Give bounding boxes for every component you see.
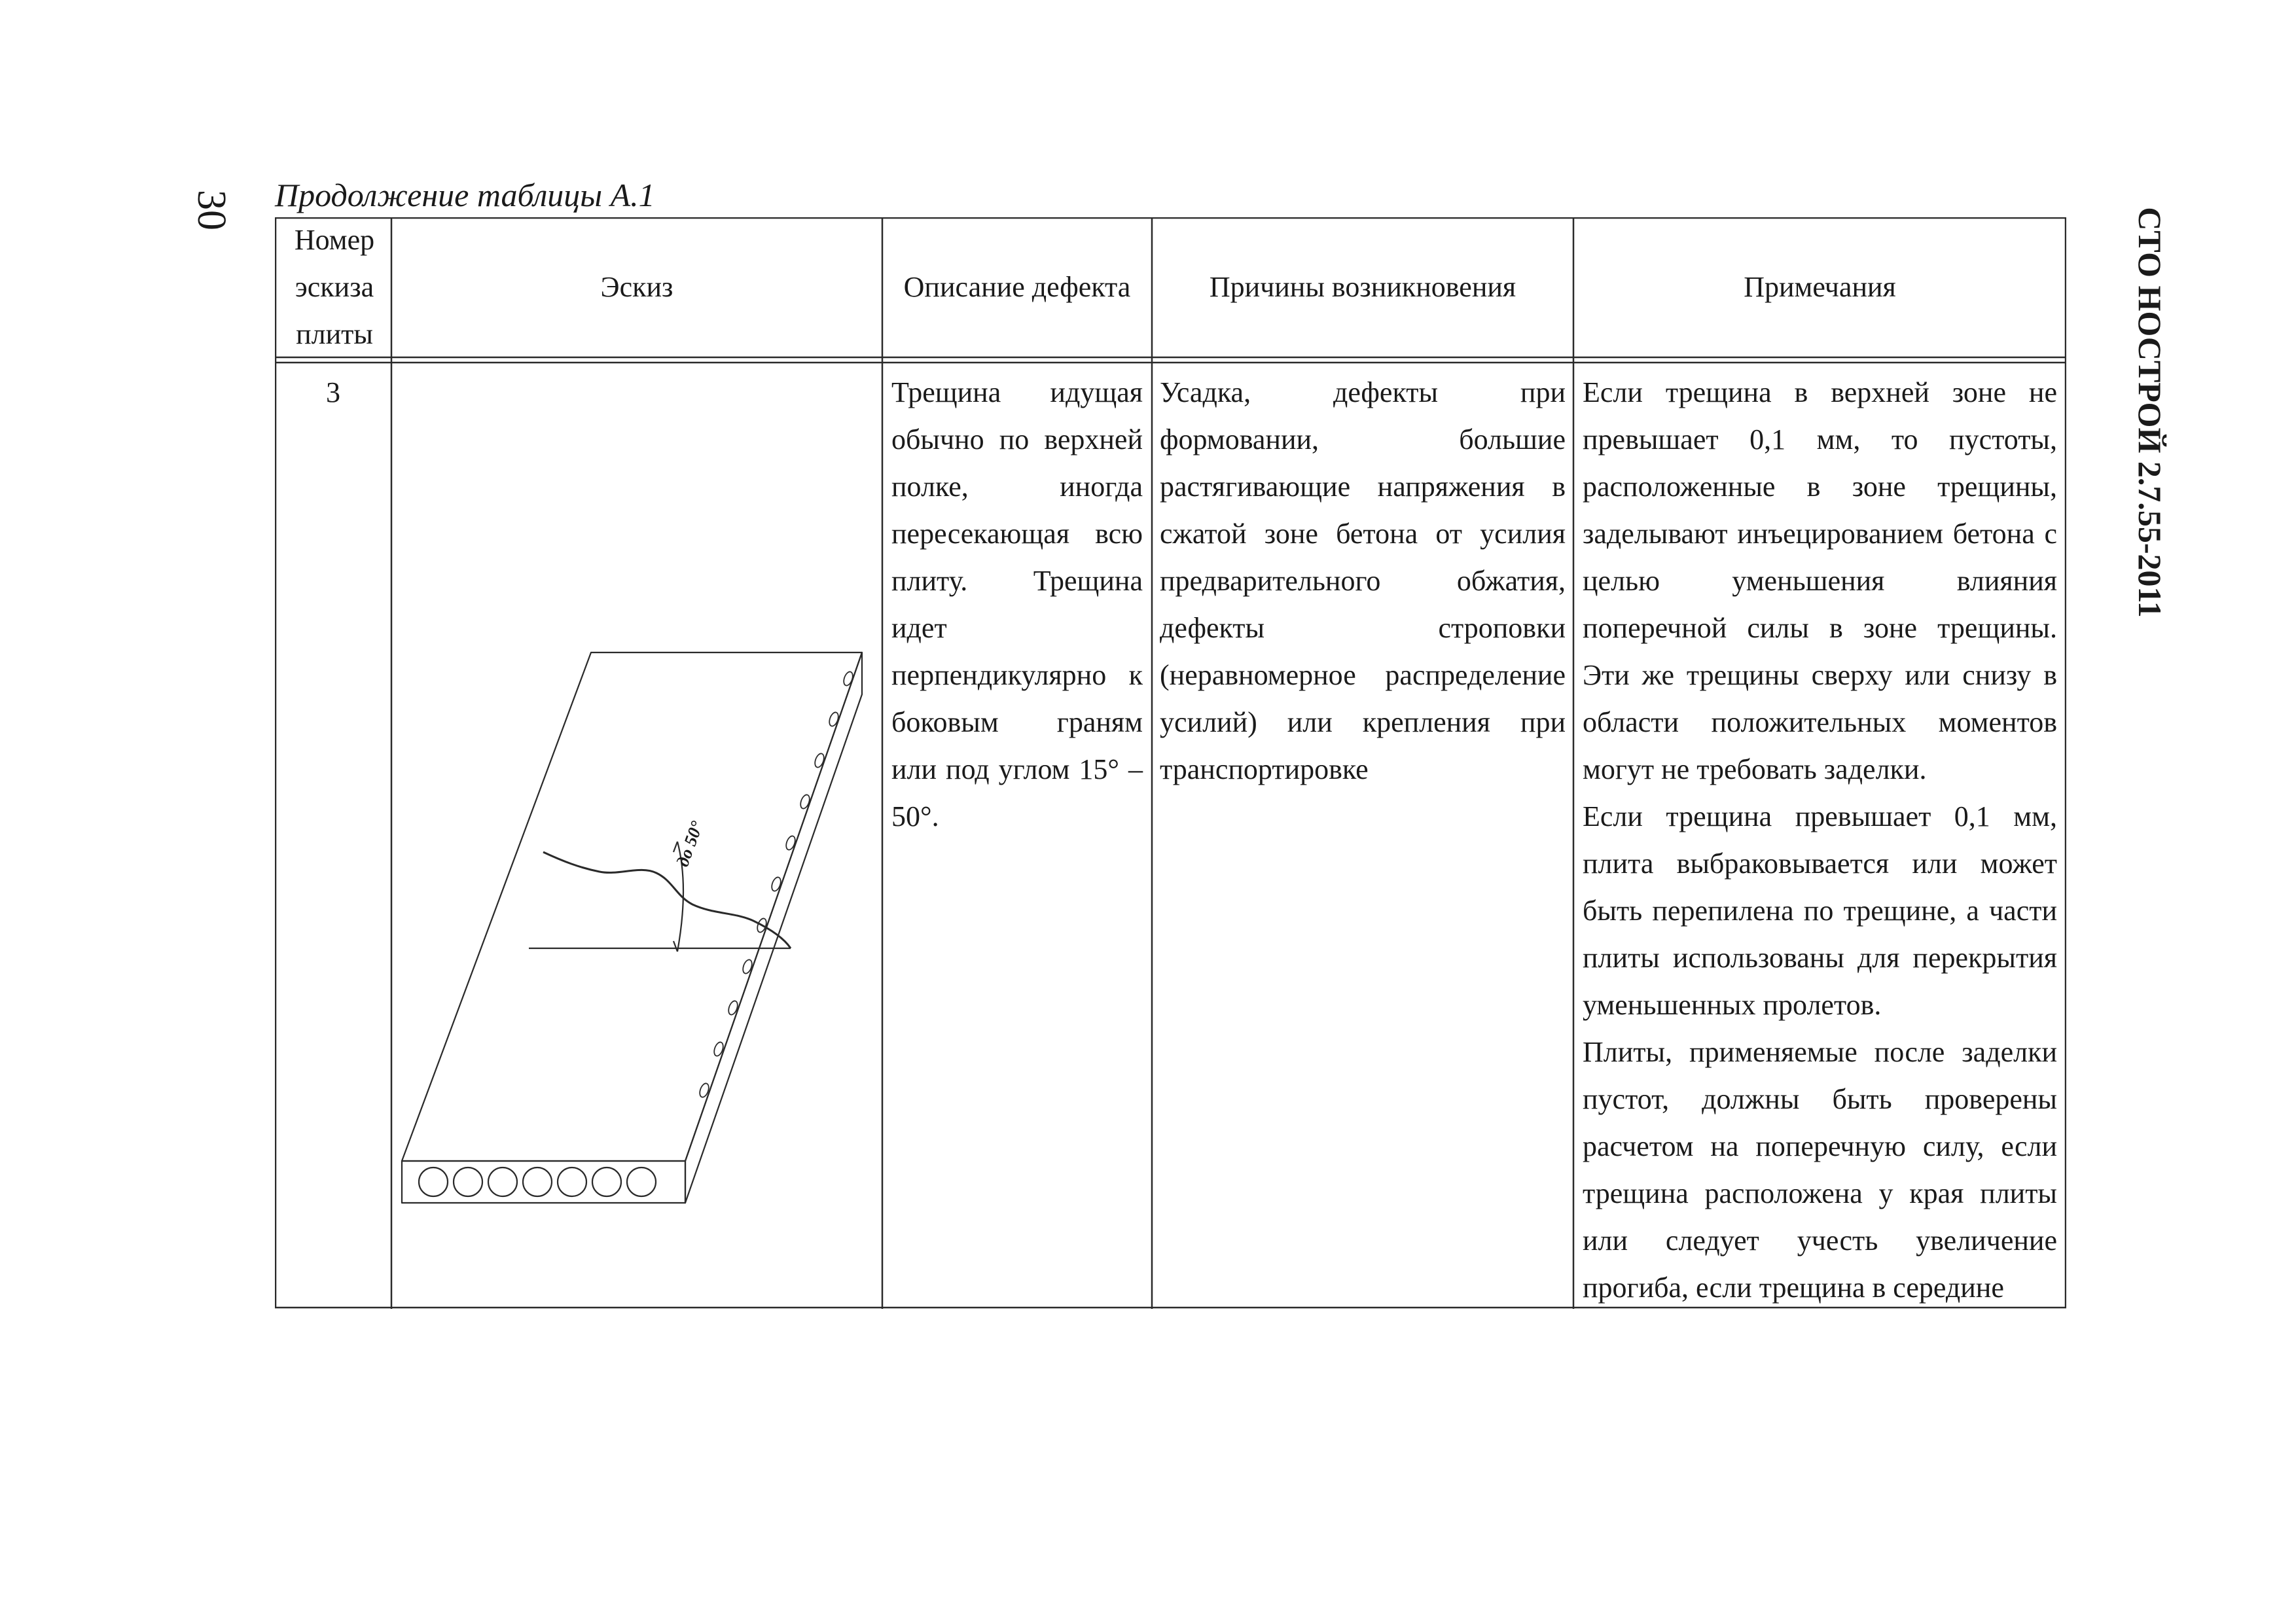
row-sketch-number: 3 <box>326 376 340 408</box>
arc-arrow-bottom <box>673 941 677 952</box>
row-description: Трещина идущая обычно по верхней полке, иногда пересекающая всю плиту. Трещина идет перпендикулярно к боковым граням или под углом 15° – 50°. <box>891 376 1143 832</box>
angle-label: до 50° <box>672 818 708 870</box>
side-hollow-cores <box>698 671 855 1099</box>
slab-crack-sketch <box>391 363 882 1309</box>
table-caption: Продолжение таблицы А.1 <box>275 177 655 213</box>
front-hollow-cores <box>419 1168 656 1196</box>
slab-top-face <box>402 652 862 1161</box>
header-sketch-number: Номер эскиза плиты <box>294 224 375 350</box>
header-description: Описание дефекта <box>903 271 1131 303</box>
defects-table <box>275 217 2066 1309</box>
note-paragraph: Если трещина в верхней зоне не превышает 0,1 мм, то пустоты, расположенные в зоне трещины, заделывают инъецированием бетона с целью уменьшения влияния поперечной силы в зоне трещины. Эти же трещины сверху или снизу в области положительных моментов могут не требовать заделки. <box>1583 376 2057 785</box>
header-causes: Причины возникновения <box>1209 271 1516 303</box>
crack-line <box>543 852 791 948</box>
note-paragraph: Плиты, применяемые после заделки пустот, должны быть проверены расчетом на поперечную силу, если трещина расположена у края плиты или следует учесть увеличение прогиба, если трещина в середине <box>1583 1036 2057 1304</box>
page-number: 30 <box>189 190 234 230</box>
row-notes <box>1573 369 2066 1311</box>
header-notes: Примечания <box>1744 271 1896 303</box>
note-paragraph: Если трещина превышает 0,1 мм, плита выбраковывается или может быть перепилена по трещине, а части плиты использованы для перекрытия уменьшенных пролетов. <box>1583 800 2057 1021</box>
row-causes: Усадка, дефекты при формовании, большие растягивающие напряжения в сжатой зоне бетона от усилия предварительного обжатия, дефекты строповки (неравномерное распределение усилий) или крепления при транспортировке <box>1160 376 1566 785</box>
header-sketch: Эскиз <box>600 271 673 303</box>
slab-side-face <box>685 652 862 1203</box>
document-code: СТО НОСТРОЙ 2.7.55-2011 <box>2132 207 2168 618</box>
